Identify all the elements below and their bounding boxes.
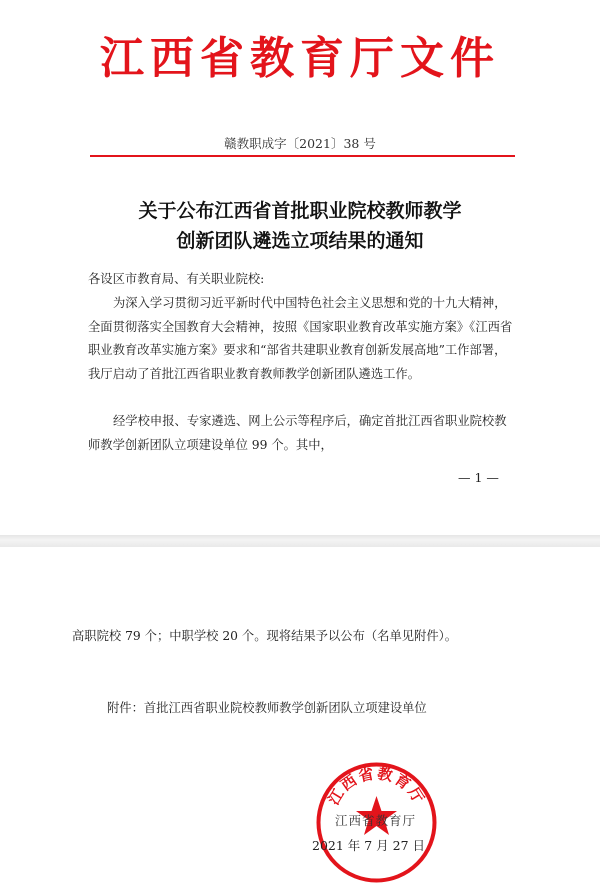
red-divider-line (90, 155, 515, 157)
body-paragraph-continued: 高职院校 79 个；中职学校 20 个。现将结果予以公布（名单见附件）。 (72, 629, 458, 643)
seal-arc-text: 江西省教育厅 (324, 764, 429, 809)
notice-title-line-1: 关于公布江西省首批职业院校教师教学 (138, 200, 462, 222)
issuing-authority: 江西省教育厅 (335, 813, 417, 828)
page-separator (0, 535, 600, 547)
page-number: — 1 — (458, 470, 499, 485)
document-number: 赣教职成字〔2021〕38 号 (224, 136, 376, 151)
notice-title-line-2: 创新团队遴选立项结果的通知 (176, 230, 424, 252)
attachment-note: 附件：首批江西省职业院校教师教学创新团队立项建设单位 (107, 701, 427, 715)
notice-title (0, 196, 600, 256)
body-paragraph-1: 为深入学习贯彻习近平新时代中国特色社会主义思想和党的十九大精神，全面贯彻落实全国教育大会精神，按照《国家职业教育改革实施方案》《江西省职业教育改革实施方案》要求和“部省共建职业教育创新发展高地”工作部署，我厅启动了首批江西省职业教育教师教学创新团队遴选工作。 (88, 296, 513, 382)
salutation: 各设区市教育局、有关职业院校: (88, 272, 265, 286)
document-masthead: 江西省教育厅文件 (100, 33, 500, 84)
issue-date: 2021 年 7 月 27 日 (312, 838, 426, 853)
body-paragraph-2: 经学校申报、专家遴选、网上公示等程序后，确定首批江西省职业院校教师教学创新团队立项建设单位 99 个。其中， (88, 414, 507, 452)
